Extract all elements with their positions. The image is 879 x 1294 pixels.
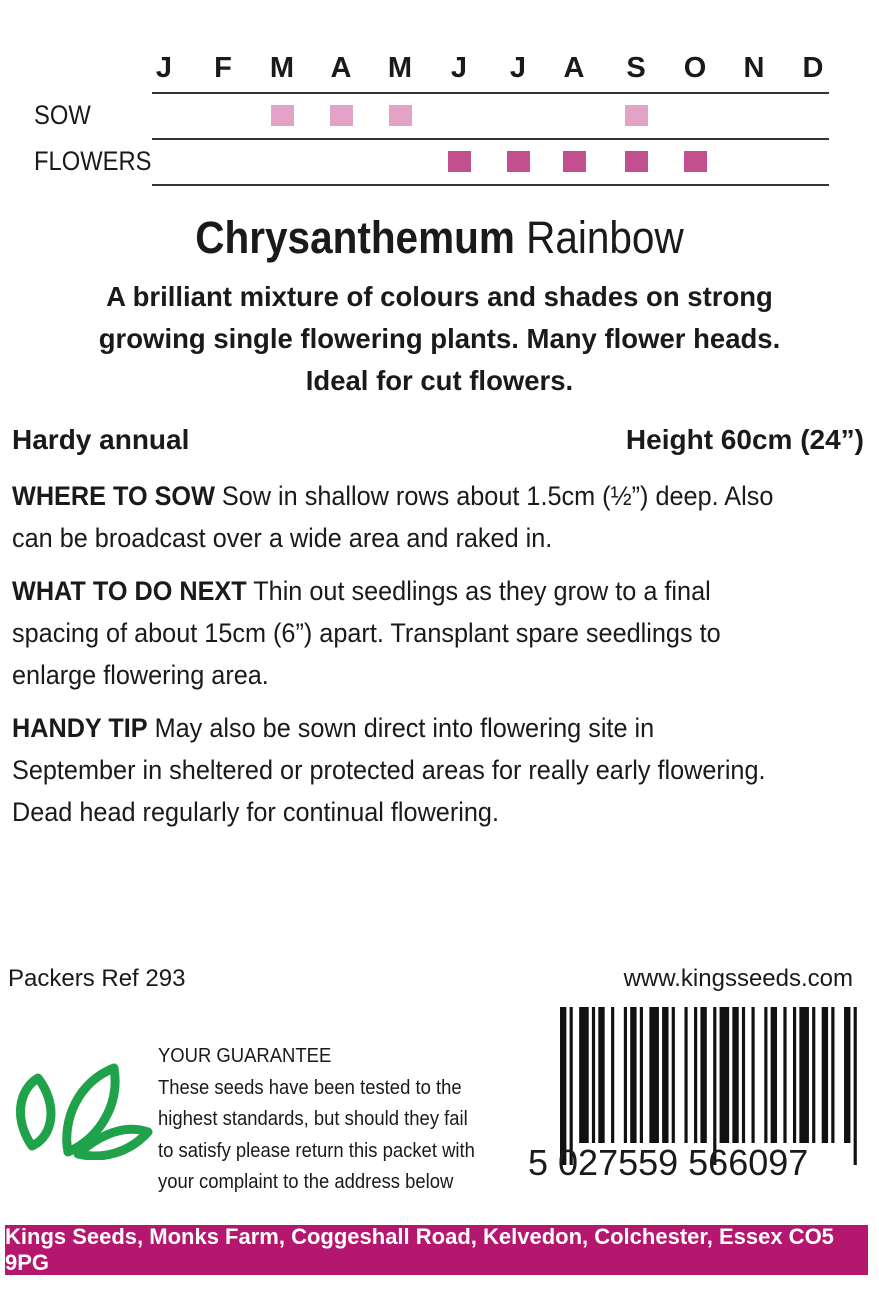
- barcode-bar: [732, 1007, 738, 1143]
- barcode-bar: [662, 1007, 668, 1143]
- what-to-do-next-heading: WHAT TO DO NEXT: [12, 576, 247, 606]
- description-line: Ideal for cut flowers.: [305, 365, 574, 396]
- guarantee-line: These seeds have been tested to the: [158, 1075, 462, 1099]
- flower-marker-jun: [448, 151, 471, 172]
- calendar-divider: [152, 92, 829, 94]
- flower-marker-sep: [625, 151, 648, 172]
- handy-tip-text: May also be sown direct into flowering site in: [147, 713, 655, 743]
- barcode-number: 5 027559 566097: [528, 1142, 809, 1183]
- guarantee-heading: YOUR GUARANTEE: [158, 1044, 332, 1067]
- month-jun: J: [450, 52, 468, 84]
- month-feb: F: [214, 52, 232, 84]
- guarantee-line: your complaint to the address below: [158, 1170, 454, 1193]
- description-line: growing single flowering plants. Many flower heads.: [98, 323, 781, 354]
- where-to-sow-text: can be broadcast over a wide area and raked in.: [12, 523, 553, 553]
- barcode-bar: [700, 1007, 706, 1143]
- product-description: [60, 276, 819, 402]
- barcode-bar: [624, 1007, 627, 1143]
- barcode-bar: [793, 1007, 796, 1143]
- description-line: A brilliant mixture of colours and shades on strong: [106, 281, 773, 312]
- leaf-logo-icon: [8, 1060, 154, 1160]
- month-aug: A: [563, 52, 585, 84]
- barcode-bar: [742, 1007, 745, 1143]
- month-jan: J: [155, 52, 173, 84]
- product-title: [44, 212, 835, 264]
- month-dec: D: [802, 52, 824, 84]
- sow-marker-may: [389, 105, 412, 126]
- barcode-bar: [630, 1007, 636, 1143]
- barcode-bar: [694, 1007, 697, 1143]
- where-to-sow-section: [12, 475, 816, 559]
- barcode-bar: [579, 1007, 589, 1143]
- barcode-bar: [799, 1007, 809, 1143]
- barcode-bar: [844, 1007, 850, 1143]
- barcode-bar: [812, 1007, 815, 1143]
- barcode-bar: [831, 1007, 834, 1143]
- month-sep: S: [626, 52, 646, 84]
- barcode-bar: [771, 1007, 777, 1143]
- barcode-bar: [649, 1007, 659, 1143]
- handy-tip-text: September in sheltered or protected areas for really early flowering.: [12, 755, 766, 785]
- barcode-bar: [720, 1007, 730, 1143]
- flowers-row-label: FLOWERS: [34, 146, 152, 176]
- guarantee-line: highest standards, but should they fail: [158, 1107, 468, 1130]
- month-apr: A: [330, 52, 352, 84]
- barcode-bar: [598, 1007, 604, 1143]
- month-may: M: [387, 52, 413, 84]
- calendar-divider: [152, 138, 829, 140]
- flower-marker-jul: [507, 151, 530, 172]
- month-nov: N: [743, 52, 765, 84]
- guarantee-line: to satisfy please return this packet with: [158, 1138, 475, 1162]
- product-name: Chrysanthemum: [195, 212, 515, 263]
- barcode-bar: [751, 1007, 754, 1143]
- handy-tip-section: [12, 707, 816, 833]
- barcode-bar: [684, 1007, 687, 1143]
- where-to-sow-heading: WHERE TO SOW: [12, 481, 215, 511]
- month-oct: O: [683, 52, 707, 84]
- barcode-bar: [764, 1007, 767, 1143]
- flower-marker-aug: [563, 151, 586, 172]
- plant-height: Height 60cm (24”): [625, 424, 864, 455]
- handy-tip-heading: HANDY TIP: [12, 713, 148, 743]
- website: www.kingsseeds.com: [623, 965, 853, 992]
- barcode-bar: [592, 1007, 595, 1143]
- product-variety: Rainbow: [526, 212, 684, 263]
- barcode-bar: [640, 1007, 643, 1143]
- what-to-do-next-text: Thin out seedlings as they grow to a final: [246, 576, 711, 606]
- calendar-divider: [152, 184, 829, 186]
- what-to-do-next-text: spacing of about 15cm (6”) apart. Transplant spare seedlings to: [12, 618, 721, 648]
- what-to-do-next-text: enlarge flowering area.: [12, 660, 269, 690]
- where-to-sow-text: Sow in shallow rows about 1.5cm (½”) deep. Also: [214, 481, 774, 511]
- what-to-do-next-section: [12, 570, 816, 696]
- address-bar: [5, 1225, 868, 1275]
- month-jul: J: [509, 52, 527, 84]
- flower-marker-oct: [684, 151, 707, 172]
- sow-marker-apr: [330, 105, 353, 126]
- barcode-bar: [783, 1007, 786, 1143]
- month-mar: M: [269, 52, 295, 84]
- sow-marker-mar: [271, 105, 294, 126]
- barcode-bar: [822, 1007, 828, 1143]
- barcode-bar: [611, 1007, 614, 1143]
- sow-marker-sep: [625, 105, 648, 126]
- handy-tip-text: Dead head regularly for continual flowering.: [12, 797, 499, 827]
- packers-ref: Packers Ref 293: [8, 965, 186, 992]
- guarantee-text: [158, 1040, 500, 1198]
- company-address: Kings Seeds, Monks Farm, Coggeshall Road, Kelvedon, Colchester, Essex CO5 9PG: [5, 1224, 834, 1275]
- barcode-bar: [672, 1007, 675, 1143]
- plant-type: Hardy annual: [12, 424, 190, 455]
- sow-row-label: SOW: [34, 100, 91, 130]
